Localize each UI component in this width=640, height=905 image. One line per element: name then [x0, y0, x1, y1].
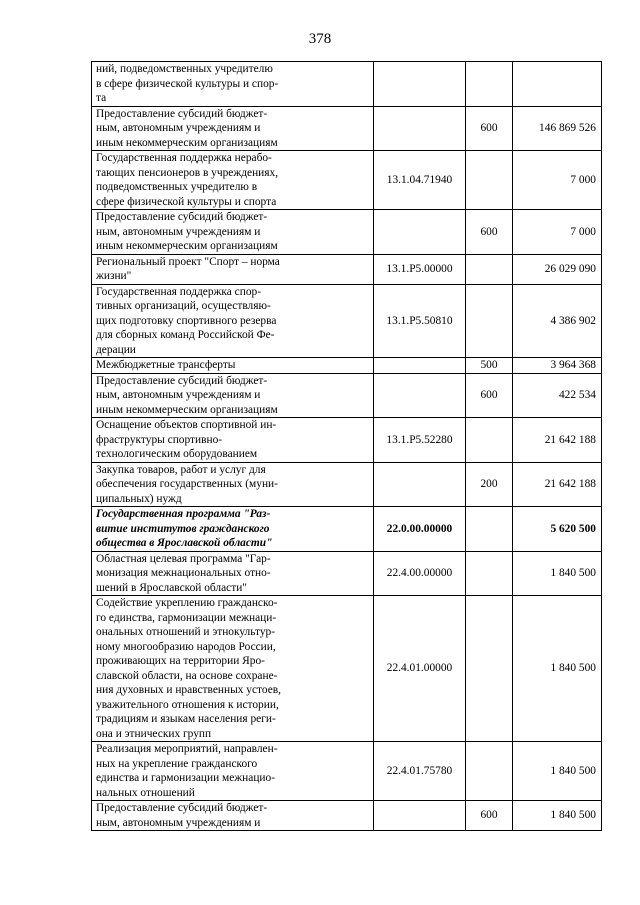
row-amount: 1 840 500	[513, 551, 602, 596]
row-amount: 146 869 526	[513, 106, 602, 151]
row-code	[374, 801, 466, 831]
row-code: 22.4.01.00000	[374, 596, 466, 742]
table-row	[92, 418, 602, 463]
row-code: 13.1.P5.00000	[374, 254, 466, 284]
row-name: Государственная поддержка нерабо- тающих пенсионеров в учреждениях, подведомственных учредителю в сфере физической культуры и спорта	[92, 151, 374, 210]
table-row	[92, 462, 602, 507]
row-expense-type	[466, 742, 513, 801]
row-expense-type	[466, 254, 513, 284]
table-row	[92, 551, 602, 596]
row-code: 22.4.00.00000	[374, 551, 466, 596]
row-name: Предоставление субсидий бюджет- ным, автономным учреждениям и иным некоммерческим организациям	[92, 106, 374, 151]
row-name: ний, подведомственных учредителю в сфере физической культуры и спор- та	[92, 62, 374, 107]
row-name: Предоставление субсидий бюджет- ным, автономным учреждениям и иным некоммерческим организациям	[92, 373, 374, 418]
row-code	[374, 462, 466, 507]
row-expense-type: 600	[466, 801, 513, 831]
row-expense-type	[466, 596, 513, 742]
row-amount: 26 029 090	[513, 254, 602, 284]
table-row	[92, 210, 602, 255]
table-row	[92, 284, 602, 358]
row-name: Областная целевая программа "Гар- монизация межнациональных отно- шений в Ярославской области"	[92, 551, 374, 596]
row-name: Государственная программа "Раз- витие институтов гражданского общества в Ярославской области"	[92, 507, 374, 552]
row-amount: 21 642 188	[513, 462, 602, 507]
row-code: 13.1.P5.50810	[374, 284, 466, 358]
row-amount	[513, 62, 602, 107]
row-expense-type	[466, 507, 513, 552]
row-amount: 3 964 368	[513, 358, 602, 374]
row-name: Предоставление субсидий бюджет- ным, автономным учреждениям и	[92, 801, 374, 831]
row-amount: 1 840 500	[513, 596, 602, 742]
table-row	[92, 358, 602, 374]
table-row	[92, 106, 602, 151]
table-row	[92, 801, 602, 831]
row-amount: 5 620 500	[513, 507, 602, 552]
program-row	[92, 507, 602, 552]
row-code	[374, 358, 466, 374]
row-name: Межбюджетные трансферты	[92, 358, 374, 374]
table-row	[92, 151, 602, 210]
row-amount: 1 840 500	[513, 742, 602, 801]
row-name: Закупка товаров, работ и услуг для обеспечения государственных (муни- ципальных) нужд	[92, 462, 374, 507]
budget-table	[91, 61, 602, 831]
row-code	[374, 373, 466, 418]
row-name: Государственная поддержка спор- тивных организаций, осуществляю- щих подготовку спортивного резерва для сборных команд Российской Фе- дерации	[92, 284, 374, 358]
row-amount: 4 386 902	[513, 284, 602, 358]
row-amount: 7 000	[513, 210, 602, 255]
row-amount: 21 642 188	[513, 418, 602, 463]
row-code: 13.1.04.71940	[374, 151, 466, 210]
table-row	[92, 62, 602, 107]
row-expense-type	[466, 151, 513, 210]
row-amount: 7 000	[513, 151, 602, 210]
row-code	[374, 62, 466, 107]
row-code: 22.0.00.00000	[374, 507, 466, 552]
row-expense-type: 600	[466, 373, 513, 418]
row-code	[374, 106, 466, 151]
row-name: Предоставление субсидий бюджет- ным, автономным учреждениям и иным некоммерческим организациям	[92, 210, 374, 255]
row-name: Оснащение объектов спортивной ин- фраструктуры спортивно- технологическим оборудованием	[92, 418, 374, 463]
row-expense-type: 500	[466, 358, 513, 374]
row-code	[374, 210, 466, 255]
row-name: Региональный проект "Спорт – норма жизни"	[92, 254, 374, 284]
row-expense-type	[466, 418, 513, 463]
row-expense-type	[466, 551, 513, 596]
row-expense-type	[466, 284, 513, 358]
row-code: 13.1.P5.52280	[374, 418, 466, 463]
row-name: Реализация мероприятий, направлен- ных на укрепление гражданского единства и гармонизации межнацио- нальных отношений	[92, 742, 374, 801]
row-amount: 1 840 500	[513, 801, 602, 831]
row-expense-type: 200	[466, 462, 513, 507]
row-expense-type: 600	[466, 106, 513, 151]
row-name: Содействие укреплению гражданско- го единства, гармонизации межнаци- ональных отношений и этнокультур- ному многообразию народов России, проживающих на территории Яро- славской области, на основе сохране- ния духовных и нравственных устоев, уважительного отношения к истории, традициям и языкам населения реги- она и этнических групп	[92, 596, 374, 742]
row-expense-type: 600	[466, 210, 513, 255]
row-code: 22.4.01.75780	[374, 742, 466, 801]
page-number: 378	[308, 31, 332, 47]
table-row	[92, 254, 602, 284]
table-row	[92, 742, 602, 801]
table-row	[92, 373, 602, 418]
row-amount: 422 534	[513, 373, 602, 418]
table-row	[92, 596, 602, 742]
row-expense-type	[466, 62, 513, 107]
